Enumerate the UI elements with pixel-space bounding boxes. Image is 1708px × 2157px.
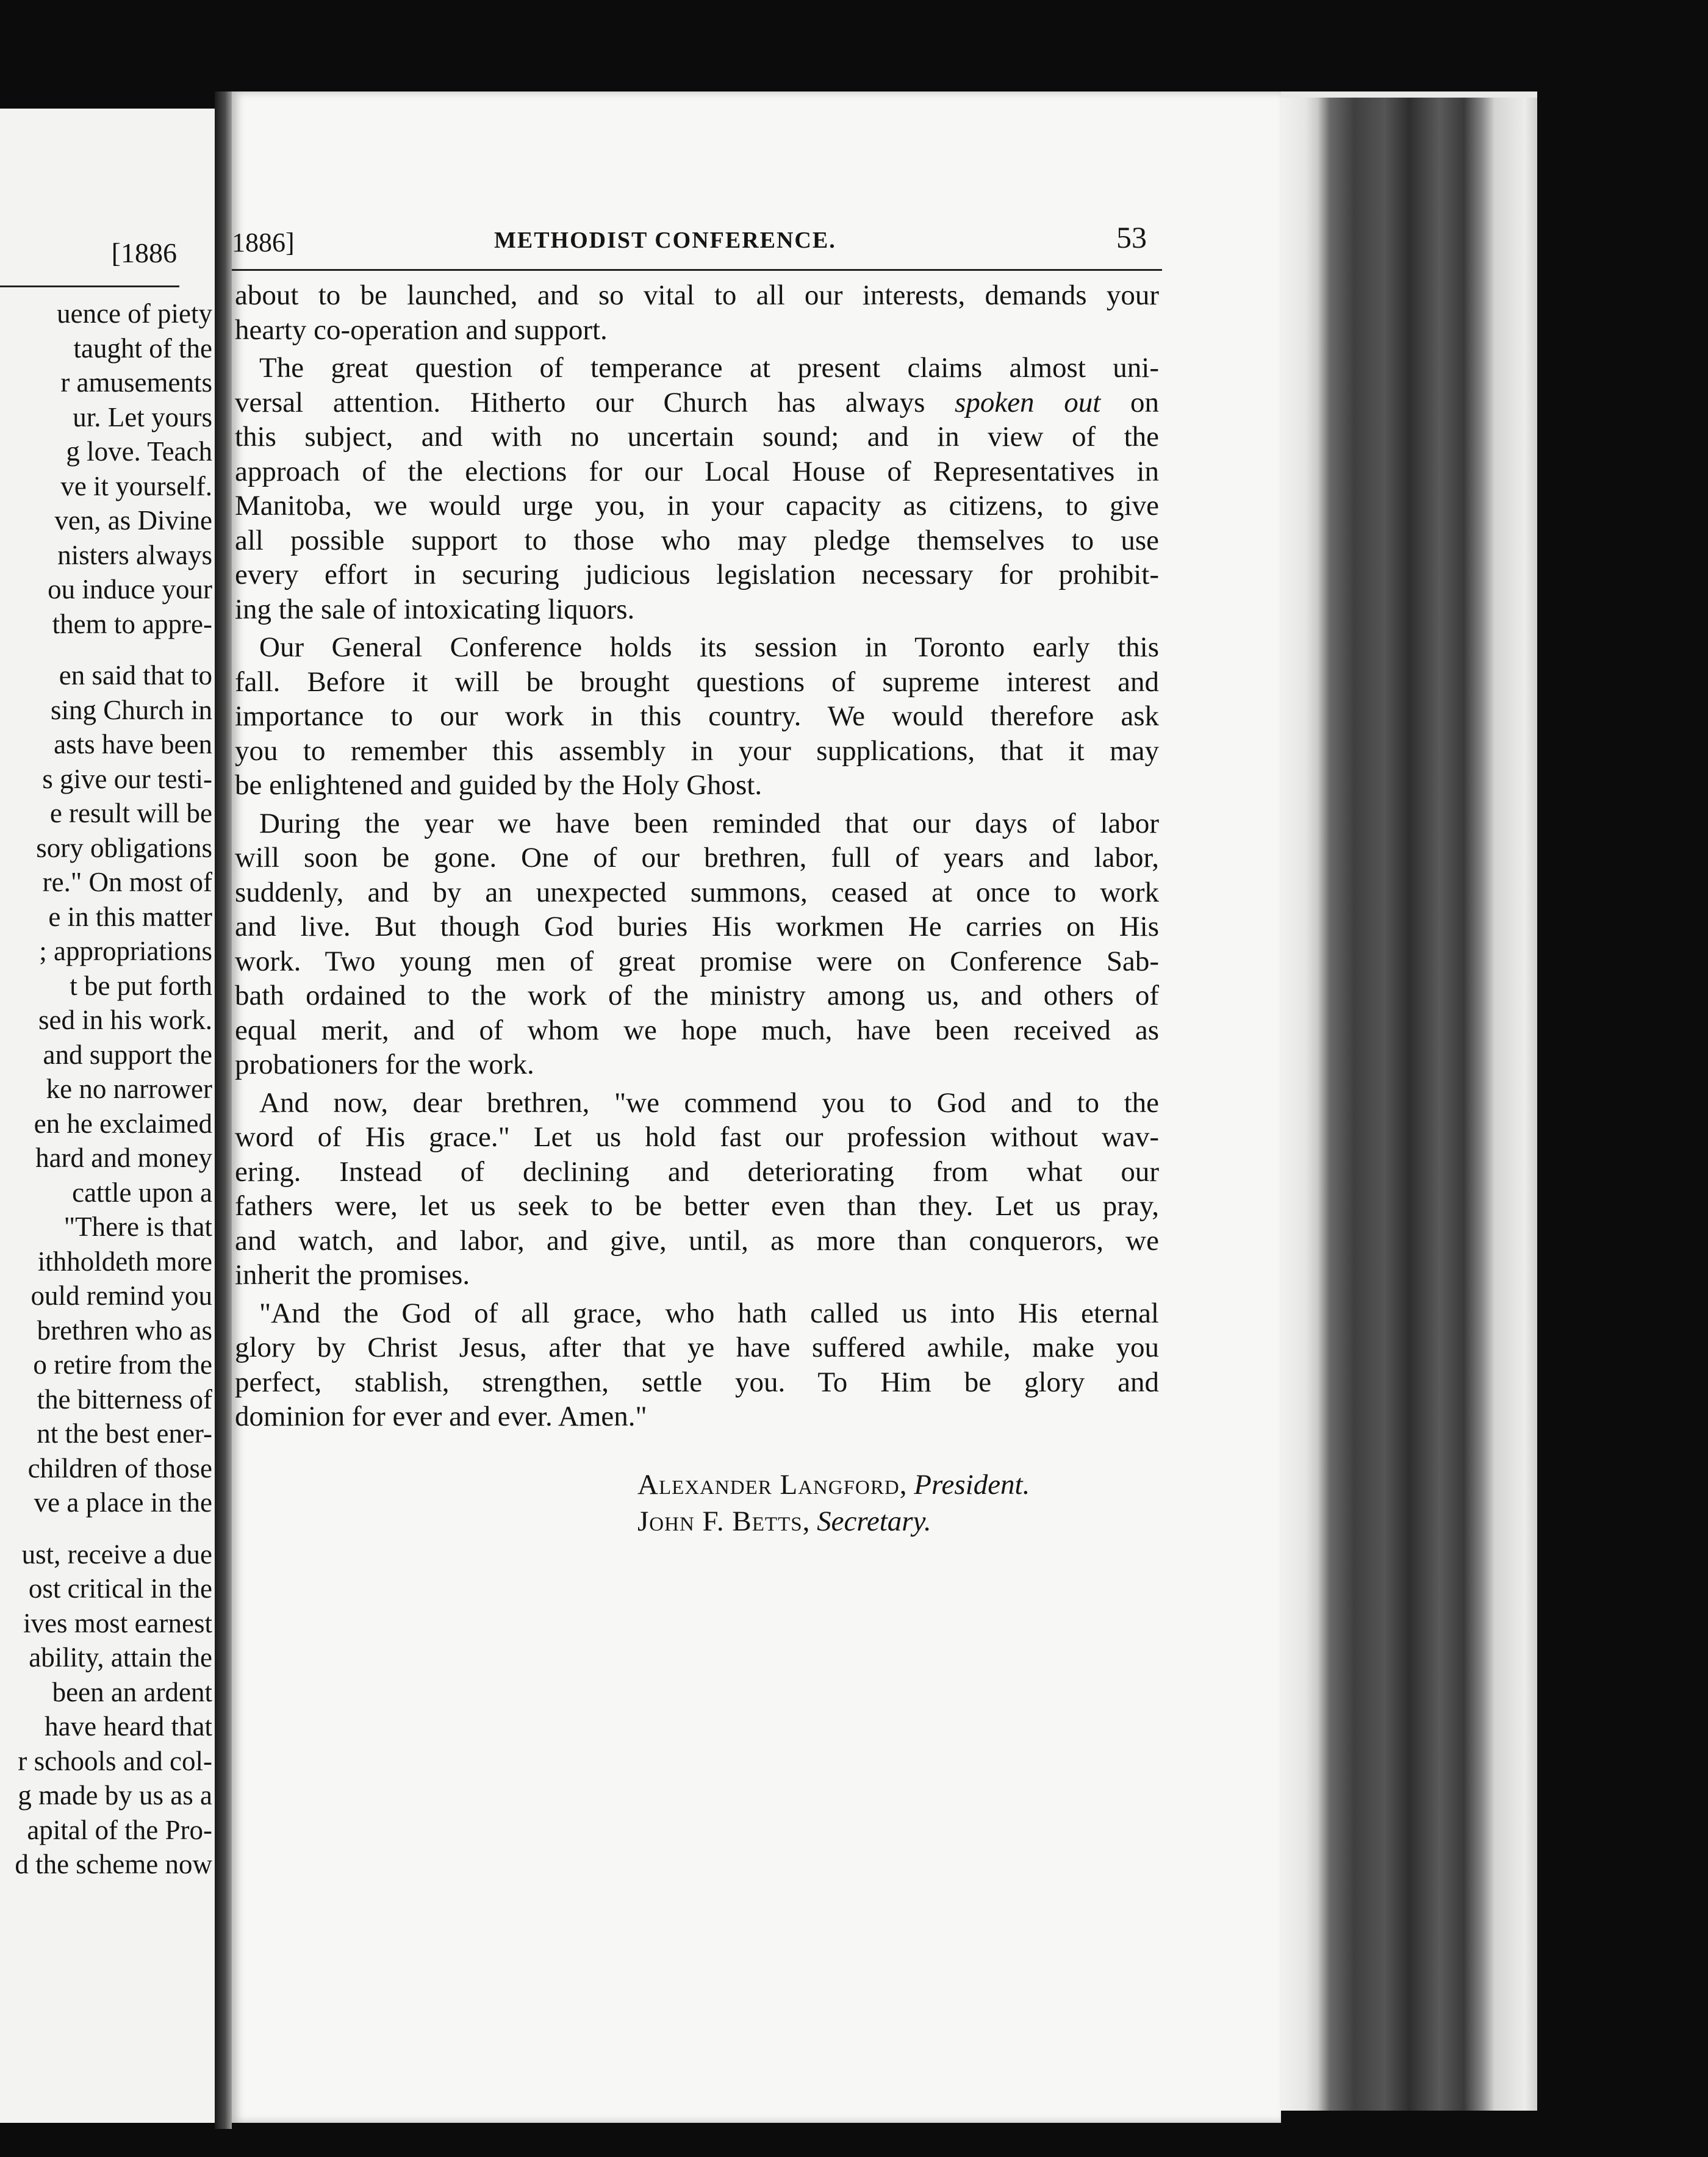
text-line: ing the sale of intoxicating liquors. <box>235 593 635 625</box>
left-page-line: r amusements <box>60 367 212 398</box>
paragraph <box>235 630 1159 803</box>
left-page-line: them to appre- <box>52 608 212 639</box>
text-line: hearty co-operation and support. <box>235 314 608 346</box>
left-page-line: ve a place in the <box>34 1487 212 1518</box>
text-line: will soon be gone. One of our brethren, full of years and labor, <box>235 842 1159 874</box>
text-line: be enlightened and guided by the Holy Ghost. <box>235 769 762 801</box>
text-line: about to be launched, and so vital to all our interests, demands your <box>235 279 1159 311</box>
left-page-line: en said that to <box>59 660 212 691</box>
paragraph <box>235 278 1159 347</box>
text-line: suddenly, and by an unexpected summons, ceased at once to work <box>235 876 1159 908</box>
left-page-line: nisters always <box>57 539 212 570</box>
page-number: 53 <box>1116 220 1147 254</box>
left-page-line: sing Church in <box>51 694 212 725</box>
paragraph <box>235 1086 1159 1293</box>
text-line: fall. Before it will be brought questions of supreme interest and <box>235 666 1159 698</box>
left-page-line: nt the best ener- <box>37 1418 212 1449</box>
left-page-line: ithholdeth more <box>37 1246 212 1277</box>
left-page-line: d the scheme now <box>15 1849 212 1879</box>
paragraph <box>235 806 1159 1082</box>
left-page-line: cattle upon a <box>72 1177 212 1208</box>
signatory-name: John F. Betts <box>637 1506 803 1537</box>
text-line: ering. Instead of declining and deteriorating from what our <box>235 1155 1159 1188</box>
text-line: equal merit, and of whom we hope much, have been received as <box>235 1014 1159 1046</box>
left-page-line: "There is that <box>63 1211 212 1242</box>
text-line: fathers were, let us seek to be better even than they. Let us pray, <box>235 1190 1159 1222</box>
left-page-line: ould remind you <box>30 1280 212 1311</box>
left-page-line: and support the <box>43 1039 212 1070</box>
text-line: and watch, and labor, and give, until, as more than conquerors, we <box>235 1224 1159 1257</box>
text-line: word of His grace." Let us hold fast our profession without wav- <box>235 1121 1159 1153</box>
text-line: this subject, and with no uncertain sound; and in view of the <box>235 421 1159 453</box>
left-page-line: asts have been <box>54 729 212 759</box>
text-line: Our General Conference holds its session in Toronto early this <box>259 631 1159 663</box>
text-line: every effort in securing judicious legislation necessary for prohibit- <box>235 559 1159 590</box>
body-text <box>235 278 1159 1438</box>
signatory-title: Secretary. <box>817 1506 931 1537</box>
paragraph <box>235 351 1159 626</box>
left-page-line: ve it yourself. <box>60 470 212 501</box>
left-page-line: ives most earnest <box>23 1607 212 1638</box>
left-page-line: g love. Teach <box>66 436 212 467</box>
book-fore-edge <box>1281 98 1537 2111</box>
text-line: "And the God of all grace, who hath called us into His eternal <box>259 1297 1159 1329</box>
left-page-line: ur. Let yours <box>73 401 212 432</box>
left-page-line <box>0 1520 212 1537</box>
left-page-line: hard and money <box>35 1143 212 1173</box>
left-page-line: sory obligations <box>36 832 212 863</box>
text-line: Manitoba, we would urge you, in your capacity as citizens, to give <box>235 490 1159 522</box>
text-line: work. Two young men of great promise were on Conference Sab- <box>235 945 1159 977</box>
left-page <box>0 109 217 2123</box>
text-line: The great question of temperance at present claims almost uni- <box>259 352 1159 384</box>
left-page-line <box>0 641 212 658</box>
paragraph <box>235 1296 1159 1434</box>
text-line: bath ordained to the work of the ministry among us, and others of <box>235 980 1159 1011</box>
running-head <box>232 220 1281 262</box>
left-page-line: e in this matter <box>48 901 212 932</box>
left-page-line: s give our testi- <box>42 763 212 794</box>
left-page-line: apital of the Pro- <box>27 1814 212 1845</box>
text-line: probationers for the work. <box>235 1049 534 1080</box>
left-page-line: been an ardent <box>52 1676 212 1707</box>
text-line: you to remember this assembly in your supplications, that it may <box>235 734 1159 767</box>
left-page-line: g made by us as a <box>18 1780 212 1811</box>
signature-line: John F. Betts, Secretary. <box>637 1506 931 1537</box>
left-page-line: r schools and col- <box>18 1745 212 1776</box>
left-page-line: ke no narrower <box>46 1074 212 1104</box>
text-line: During the year we have been reminded that our days of labor <box>259 807 1159 839</box>
text-line: And now, dear brethren, "we commend you to God and to the <box>259 1086 1159 1119</box>
text-line: approach of the elections for our Local House of Representatives in <box>235 455 1159 487</box>
left-page-line: ou induce your <box>48 574 212 605</box>
left-page-line: taught of the <box>73 332 212 364</box>
left-page-line: the bitterness of <box>37 1384 212 1415</box>
text-line: glory by Christ Jesus, after that ye have suffered awhile, make you <box>235 1332 1159 1363</box>
left-page-line: e result will be <box>49 798 212 828</box>
book-gutter <box>215 92 232 2129</box>
page-year: 1886] <box>232 228 295 257</box>
running-title: METHODIST CONFERENCE. <box>494 228 836 253</box>
left-page-text <box>0 296 212 1882</box>
left-page-line: t be put forth <box>70 970 212 1001</box>
text-line: versal attention. Hitherto our Church has always spoken out on <box>235 386 1159 418</box>
left-page-line: ; appropriations <box>39 936 212 966</box>
text-line: perfect, stablish, strengthen, settle you. To Him be glory and <box>235 1366 1159 1398</box>
left-page-line: uence of piety <box>57 298 212 329</box>
main-page <box>232 92 1281 2123</box>
left-page-line: children of those <box>27 1452 212 1484</box>
signatures <box>637 1466 1030 1540</box>
left-page-line: ust, receive a due <box>21 1538 212 1570</box>
left-page-line: en he exclaimed <box>34 1108 212 1139</box>
left-page-rule <box>0 285 179 287</box>
signature-line: Alexander Langford, President. <box>637 1469 1030 1501</box>
left-page-line: have heard that <box>45 1711 212 1742</box>
left-page-line: brethren who as <box>37 1315 212 1346</box>
left-page-header: [1886 <box>111 237 177 268</box>
signatory-name: Alexander Langford <box>637 1469 900 1501</box>
left-page-line: o retire from the <box>33 1349 212 1380</box>
left-page-line: re." On most of <box>42 867 212 897</box>
text-line: and live. But though God buries His workmen He carries on His <box>235 911 1159 942</box>
signatory-title: President. <box>914 1469 1030 1501</box>
text-line: importance to our work in this country. We would therefore ask <box>235 700 1159 732</box>
left-page-line: sed in his work. <box>38 1005 212 1035</box>
text-line: all possible support to those who may pledge themselves to use <box>235 524 1159 556</box>
text-line: inherit the promises. <box>235 1259 470 1291</box>
text-line: dominion for ever and ever. Amen." <box>235 1401 647 1432</box>
left-page-line: ost critical in the <box>28 1573 212 1604</box>
header-rule <box>232 269 1162 271</box>
left-page-line: ability, attain the <box>29 1642 212 1673</box>
left-page-line: ven, as Divine <box>54 505 212 536</box>
